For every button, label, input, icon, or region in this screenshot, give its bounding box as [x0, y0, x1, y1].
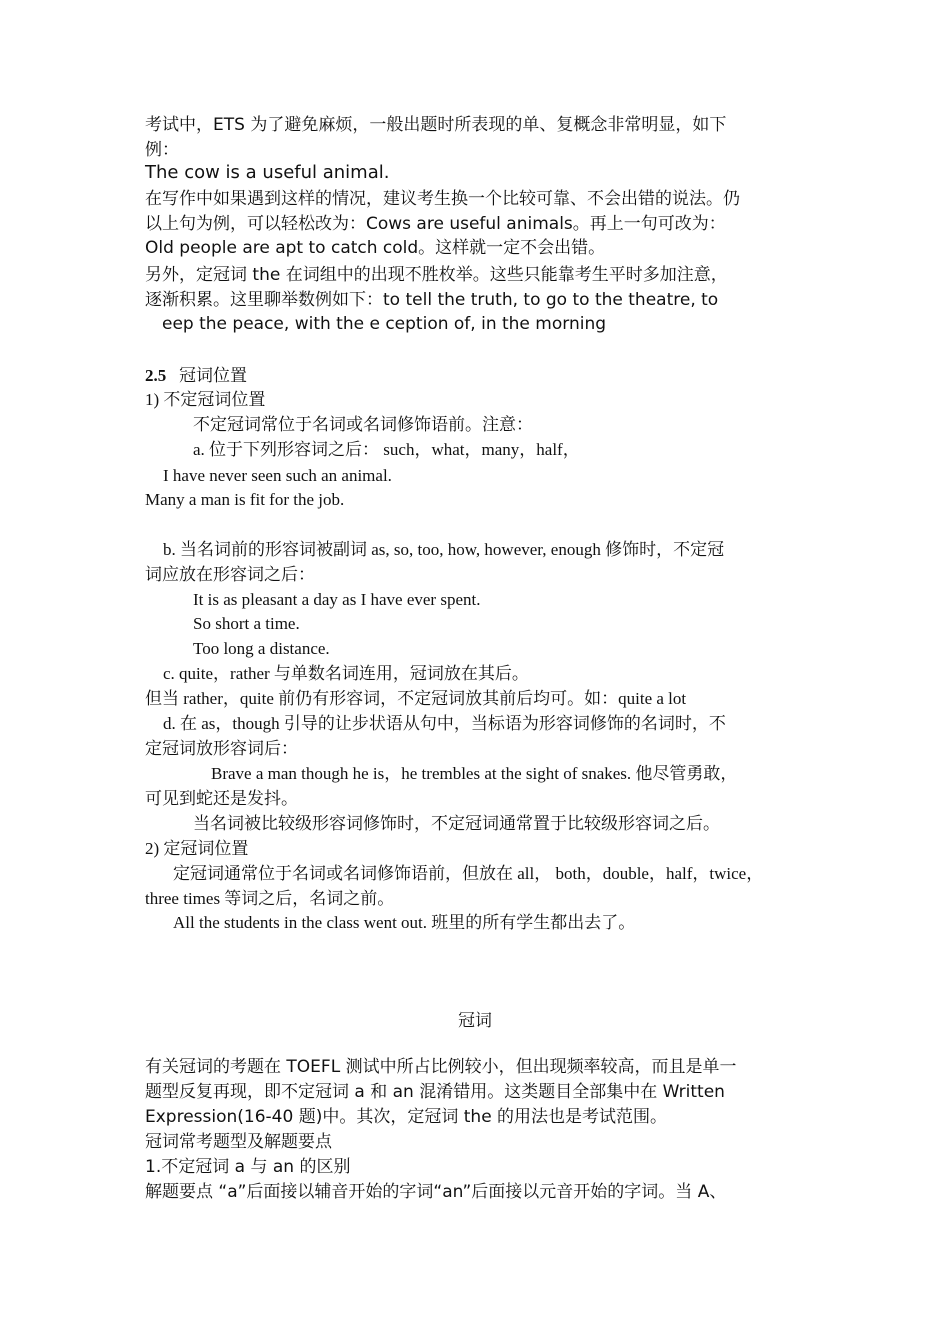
text-line: Expression(16-40 题)中。其次，定冠词 the 的用法也是考试范围。	[145, 1107, 668, 1127]
text-line: 当名词被比较级形容词修饰时，不定冠词通常置于比较级形容词之后。	[193, 814, 720, 833]
text-line: 在写作中如果遇到这样的情况，建议考生换一个比较可靠、不会出错的说法。仍	[145, 189, 740, 209]
section-title: 冠词位置	[179, 366, 247, 385]
text-line: 可见到蛇还是发抖。	[145, 789, 298, 808]
text-line: 解题要点 “a”后面接以辅音开始的字词“an”后面接以元音开始的字词。当 A、	[145, 1182, 727, 1202]
example-sentence: I have never seen such an animal.	[163, 466, 392, 485]
text-line: 题型反复再现，即不定冠词 a 和 an 混淆错用。这类题目全部集中在 Written	[145, 1082, 725, 1102]
example-sentence: Brave a man though he is，he trembles at the sight of snakes. 他尽管勇敢，	[211, 764, 738, 783]
text-line: 逐渐积累。这里聊举数例如下：to tell the truth, to go to the theatre, to	[145, 290, 719, 310]
text-line: d. 在 as，though 引导的让步状语从句中，当标语为形容词修饰的名词时，不	[163, 714, 726, 733]
example-sentence: Many a man is fit for the job.	[145, 490, 345, 509]
example-sentence: So short a time.	[193, 614, 300, 633]
text-line: 另外，定冠词 the 在词组中的出现不胜枚举。这些只能靠考生平时多加注意，	[145, 265, 728, 285]
example-sentence: All the students in the class went out. 班里的所有学生都出去了。	[173, 913, 636, 932]
text-line: eep the peace, with the e ception of, in the morning	[162, 314, 607, 334]
example-sentence: Too long a distance.	[193, 639, 330, 658]
text-line: a. 位于下列形容词之后： such，what，many，half，	[193, 440, 580, 459]
heading: 冠词常考题型及解题要点	[145, 1132, 332, 1152]
text-line: 定冠词通常位于名词或名词修饰语前，但放在 all， both，double，half，twice，	[173, 864, 764, 883]
text-line: 考试中，ETS 为了避免麻烦，一般出题时所表现的单、复概念非常明显，如下	[145, 115, 727, 135]
text-line: c. quite，rather 与单数名词连用，冠词放在其后。	[163, 664, 529, 683]
text-line: 例：	[145, 140, 179, 160]
subsection-heading: 2) 定冠词位置	[145, 839, 249, 858]
section-number: 2.5	[145, 366, 167, 385]
text-line: 有关冠词的考题在 TOEFL 测试中所占比例较小，但出现频率较高，而且是单一	[145, 1057, 737, 1077]
subsection-heading: 1) 不定冠词位置	[145, 390, 266, 409]
text-line: 词应放在形容词之后：	[145, 565, 315, 584]
text-line: 但当 rather，quite 前仍有形容词，不定冠词放其前后均可。如：quite a lot	[145, 689, 687, 708]
heading: 1.不定冠词 a 与 an 的区别	[145, 1157, 351, 1177]
text-line: 定冠词放形容词后：	[145, 739, 298, 758]
text-line: 以上句为例，可以轻松改为：Cows are useful animals。再上一句可改为：	[145, 214, 726, 234]
text-line: The cow is a useful animal.	[145, 162, 390, 183]
text-line: 不定冠词常位于名词或名词修饰语前。注意：	[193, 415, 533, 434]
example-sentence: It is as pleasant a day as I have ever spent.	[193, 590, 481, 609]
text-line: Old people are apt to catch cold。这样就一定不会出错。	[145, 238, 606, 258]
chapter-title: 冠词	[458, 1011, 492, 1030]
text-line: b. 当名词前的形容词被副词 as, so, too, how, however, enough 修饰时，不定冠	[163, 540, 725, 559]
text-line: three times 等词之后，名词之前。	[145, 889, 395, 908]
